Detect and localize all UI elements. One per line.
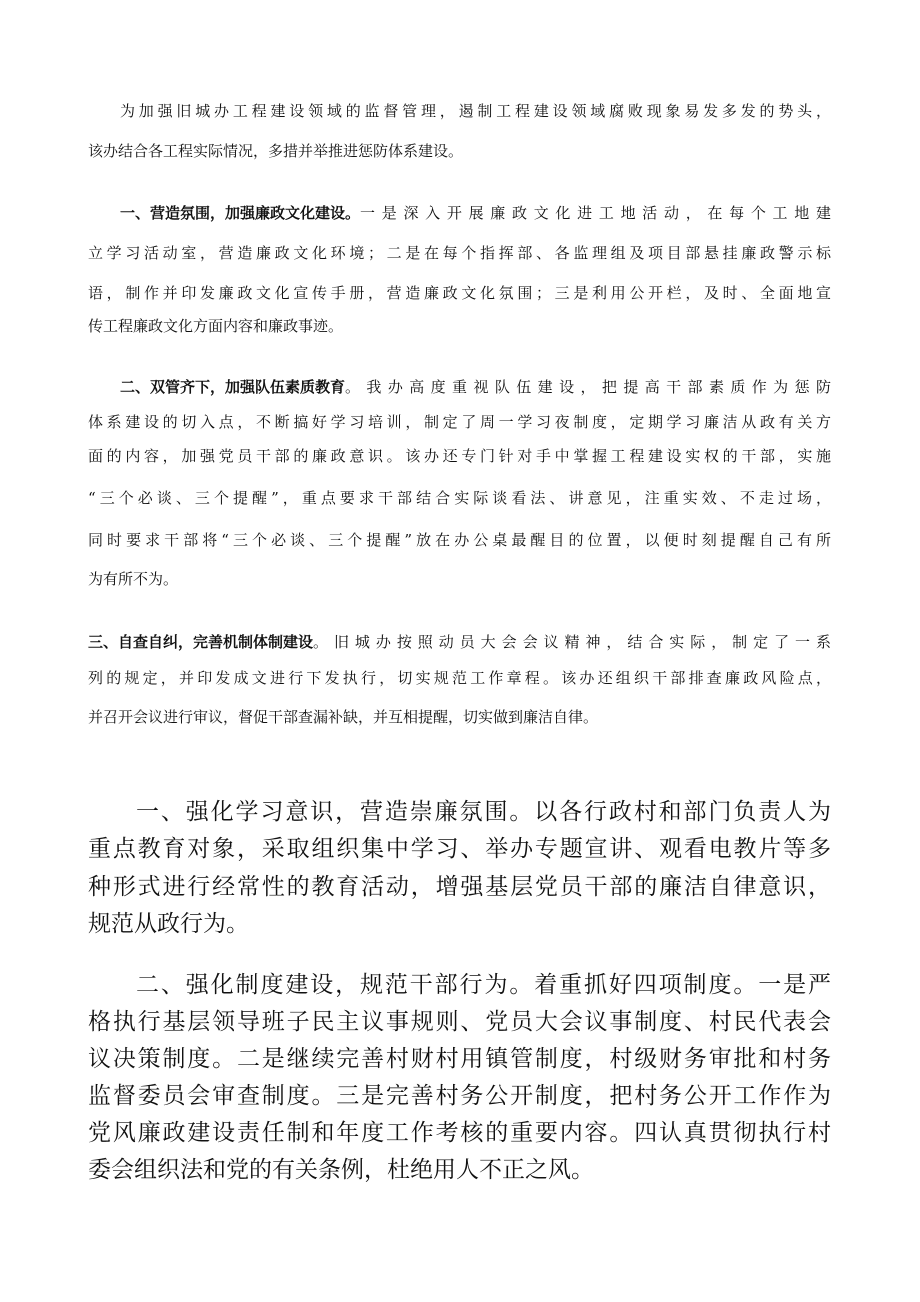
section-text: 。旧城办按照动员大会会议精神，结合实际，制定了一系: [313, 633, 831, 651]
section-text: 一是深入开展廉政文化进工地活动，在每个工地建: [360, 204, 831, 222]
text-line: 党风廉政建设责任制和年度工作考核的重要内容。四认真贯彻执行村: [88, 1120, 831, 1146]
text-line: 为有所不为。: [88, 570, 179, 588]
section-heading: 一、营造氛围，加强廉政文化建设。: [120, 204, 361, 222]
text-line: 一、强化学习意识，营造崇廉氛围。以各行政村和部门负责人为: [136, 799, 831, 825]
text-line: 为加强旧城办工程建设领域的监督管理，遏制工程建设领域腐败现象易发多发的势头，: [120, 102, 831, 120]
text-line: 立学习活动室，营造廉政文化环境；二是在每个指挥部、各监理组及项目部悬挂廉政警示标: [88, 244, 831, 262]
text-line: 并召开会议进行审议，督促干部查漏补缺，并互相提醒，切实做到廉洁自律。: [88, 708, 599, 726]
section-heading: 二、双管齐下，加强队伍素质教育: [120, 378, 346, 396]
text-line: 二、强化制度建设，规范干部行为。着重抓好四项制度。一是严: [136, 972, 831, 998]
text-line: 格执行基层领导班子民主议事规则、党员大会议事制度、村民代表会: [88, 1009, 831, 1035]
text-line: [120, 377, 831, 397]
text-line: 议决策制度。二是继续完善村财村用镇管制度，村级财务审批和村务: [88, 1046, 831, 1072]
text-line: 传工程廉政文化方面内容和廉政事迹。: [88, 317, 344, 335]
text-line: 列的规定，并印发成文进行下发执行，切实规范工作章程。该办还组织干部排查廉政风险点，: [88, 669, 831, 687]
text-line: “三个必谈、三个提醒”，重点要求干部结合实际谈看法、讲意见，注重实效、不走过场，: [88, 489, 831, 507]
text-line: [88, 632, 831, 652]
section-heading: 三、自查自纠，完善机制体制建设: [88, 633, 314, 651]
text-line: 该办结合各工程实际情况，多措并举推进惩防体系建设。: [88, 142, 464, 160]
text-line: 委会组织法和党的有关条例，杜绝用人不正之风。: [88, 1157, 594, 1183]
text-line: 语，制作并印发廉政文化宣传手册，营造廉政文化氛围；三是利用公开栏，及时、全面地宣: [88, 284, 831, 302]
text-line: 重点教育对象，采取组织集中学习、举办专题宣讲、观看电教片等多: [88, 836, 831, 862]
text-line: 体系建设的切入点，不断搞好学习培训，制定了周一学习夜制度，定期学习廉洁从政有关方: [88, 413, 831, 431]
text-line: 同时要求干部将“三个必谈、三个提醒”放在办公桌最醒目的位置，以便时刻提醒自己有所: [88, 531, 831, 549]
text-line: [120, 203, 831, 223]
text-line: 监督委员会审查制度。三是完善村务公开制度，把村务公开工作作为: [88, 1083, 831, 1109]
text-line: 规范从政行为。: [88, 911, 249, 937]
text-line: 种形式进行经常性的教育活动，增强基层党员干部的廉洁自律意识，: [88, 874, 831, 900]
text-line: 面的内容，加强党员干部的廉政意识。该办还专门针对手中掌握工程建设实权的干部，实施: [88, 447, 831, 465]
section-text: 。我办高度重视队伍建设，把提高干部素质作为惩防: [345, 378, 831, 396]
